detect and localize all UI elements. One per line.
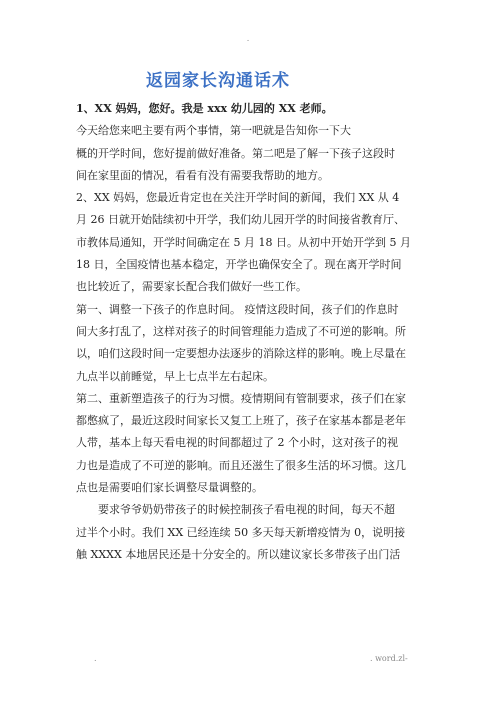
header-mark: . — [246, 34, 250, 43]
document-title: 返园家长沟通话术 — [146, 71, 290, 91]
paragraph-line: 月 26 日就开始陆续初中开学，我们幼儿园开学的时间接省教育厅、 — [76, 213, 405, 227]
paragraph-line: 今天给您来吧主要有两个事情，第一吧就是告知你一下大 — [76, 124, 351, 138]
paragraph-line: 点也是需要咱们家长调整尽量调整的。 — [76, 481, 263, 495]
footer-left-mark: . — [94, 654, 97, 663]
paragraph-line: 也比较近了，需要家长配合我们做好一些工作。 — [76, 280, 307, 294]
paragraph-line: 概的开学时间，您好提前做好准备。第二吧是了解一下孩子这段时 — [76, 146, 395, 160]
paragraph-line: 18 日，全国疫情也基本稳定，开学也确保安全了。现在离开学时间 — [76, 258, 402, 272]
paragraph-line: 人带，基本上每天看电视的时间都超过了 2 个小时，这对孩子的视 — [76, 436, 398, 450]
paragraph-line: 力也是造成了不可逆的影响。而且还滋生了很多生活的坏习惯。这几 — [76, 458, 406, 472]
paragraph-line: 以，咱们这段时间一定要想办法逐步的消除这样的影响。晚上尽量在 — [76, 347, 406, 361]
paragraph-line: 第二、重新塑造孩子的行为习惯。疫情期间有管制要求，孩子们在家 — [76, 391, 406, 405]
paragraph-line: 要求爷爷奶奶带孩子的时候控制孩子看电视的时间，每天不超 — [98, 503, 395, 517]
paragraph-line: 间在家里面的情况，看看有没有需要我帮助的地方。 — [76, 168, 329, 182]
footer-right-mark: . word.zl- — [370, 654, 408, 663]
paragraph-line: 间大多打乱了，这样对孩子的时间管理能力造成了不可逆的影响。所 — [76, 324, 406, 338]
paragraph-line: 第一、调整一下孩子的作息时间。 疫情这段时间，孩子们的作息时 — [76, 302, 399, 316]
paragraph-line: 都憋疯了，最近这段时间家长又复工上班了，孩子在家基本都是老年 — [76, 414, 406, 428]
paragraph-line: 触 XXXX 本地居民还是十分安全的。所以建议家长多带孩子出门活 — [76, 547, 401, 561]
document-body — [76, 98, 434, 566]
paragraph-line: 2、XX 妈妈，您最近肯定也在关注开学时间的新闻，我们 XX 从 4 — [76, 191, 400, 205]
paragraph-line: 过半个小时。我们 XX 已经连续 50 多天每天新增疫情为 0，说明接 — [76, 525, 406, 539]
paragraph-line: 1、XX 妈妈，您好。我是 xxx 幼儿园的 XX 老师。 — [76, 102, 333, 115]
paragraph-line: 市教体局通知，开学时间确定在 5 月 18 日。从初中开始开学到 5 月 — [76, 235, 411, 249]
paragraph-line: 九点半以前睡觉，早上七点半左右起床。 — [76, 369, 274, 383]
